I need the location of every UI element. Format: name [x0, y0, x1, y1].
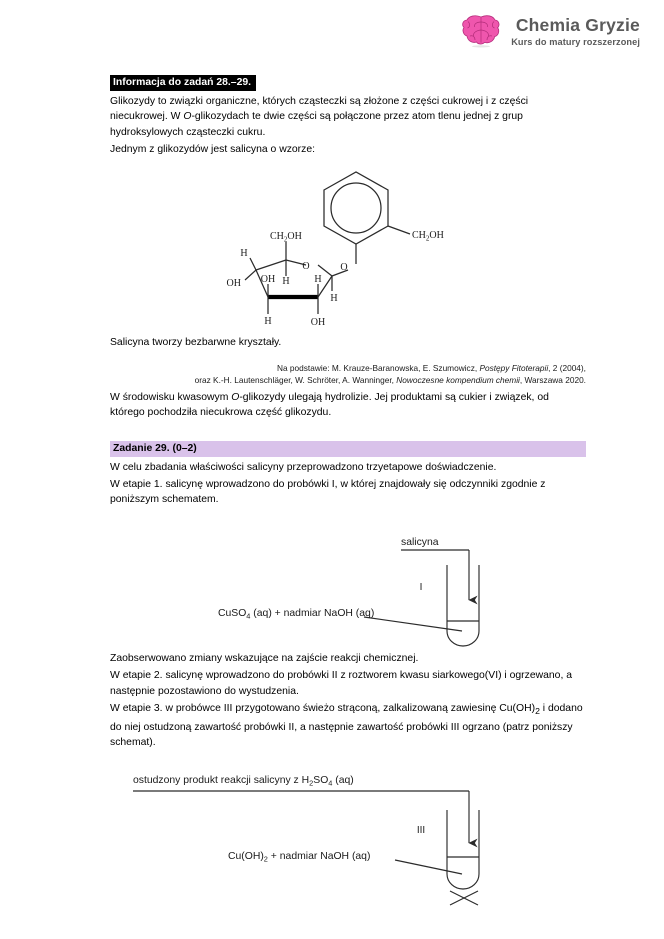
source-citation [110, 362, 586, 387]
salicin-formula-figure [110, 164, 586, 332]
brand-subtitle: Kurs do matury rozszerzonej [511, 36, 640, 47]
oh-label-c4: OH [226, 277, 241, 289]
o-glycoside-italic: O [183, 111, 192, 123]
stage-3-subscript: 2 [535, 706, 540, 717]
experiment-1-reagent-label: CuSO$_4$ (aq) + nadmiar NaOH (aq) [218, 607, 375, 621]
brand-title: Chemia Gryzie [515, 14, 640, 35]
experiment-2-top-label: ostudzony produkt reakcji salicyny z $H_2SO_4$ (aq) [133, 775, 354, 788]
oh-label-c2: OH [310, 316, 326, 328]
info-paragraph-2: Jednym z glikozydów jest salicyna o wzorze: [110, 144, 316, 156]
salicin-structure-svg [110, 164, 586, 332]
document-content [110, 0, 586, 914]
info-section-header: Informacja do zadań 28.–29. [110, 75, 256, 91]
stage-3-part-a: W etapie 3. w probówce III przygotowano świeżo strąconą, zalkalizowaną zawiesinę Cu(OH) [110, 703, 536, 715]
citation-journal-title: Postępy Fitoterapii [479, 363, 549, 374]
oh-label-c3: OH [260, 273, 276, 285]
test-tube-2-svg [110, 764, 586, 914]
stage-3-part-b: i dodano do niej ostudzoną zawartość probówki II, a następnie zawartość probówki III ogrzano (patrz poniższy schemat). [110, 703, 583, 748]
citation-book-title: Nowoczesne kompendium chemii [396, 375, 520, 386]
experiment-1-tube-roman: I [419, 581, 423, 593]
experiment-1-figure [110, 524, 586, 648]
glycosidic-oxygen-label: O [340, 261, 348, 273]
citation-line-2-b: , Warszawa 2020. [519, 375, 586, 386]
sugar-ch2oh-label: $CH_2OH$ [270, 230, 302, 244]
stage-3-paragraph [110, 701, 586, 750]
h-label-c1: H [330, 292, 338, 304]
info-paragraph-1-part-a: Glikozydy to związki organiczne, których cząsteczki są złożone z części cukrowej i z części niecukrowej. W [110, 96, 529, 123]
task-intro-1: W celu zbadania właściwości salicyny przeprowadzono trzyetapowe doświadczenie. [110, 461, 497, 473]
h-label-c3: H [264, 315, 272, 327]
citation-line-1-a: Na podstawie: M. Krauze-Baranowska, E. Szumowicz, [277, 363, 480, 374]
hydrolysis-o-italic: O [231, 391, 240, 403]
experiment-2-figure [110, 764, 586, 914]
task-intro-2: W etapie 1. salicynę wprowadzono do probówki I, w której znajdowały się odczynniki zgodnie z poniższym schematem. [110, 479, 546, 506]
hydrolysis-part-a: W środowisku kwasowym [110, 391, 232, 403]
hydrolysis-part-b: -glikozydy ulegają hydrolizie. Jej produktami są cukier i związek, od którego pochodziła niecukrowa część glikozydu. [110, 391, 549, 419]
info-paragraph-1 [110, 94, 586, 140]
experiment-2-tube-roman: III [416, 825, 426, 837]
info-paragraph-1-part-b: -glikozydach te dwie części są połączone przez atom tlenu jednej z grup hydroksylowych cząsteczki cukru. [110, 111, 523, 138]
citation-line-1-b: , 2 (2004), [548, 363, 586, 374]
ring-oxygen-label: O [302, 260, 310, 272]
h-label-c4: H [282, 275, 290, 287]
salicin-caption: Salicyna tworzy bezbarwne kryształy. [110, 336, 282, 348]
test-tube-1-svg [110, 524, 586, 648]
h-label-c5: H [240, 247, 248, 259]
ring-ch2oh-label: $CH_2OH$ [412, 229, 444, 243]
experiment-2-reagent-label: $Cu(OH)_2$ + nadmiar NaOH (aq) [228, 851, 371, 864]
observation-paragraph: Zaobserwowano zmiany wskazujące na zajście reakcji chemicznej. [110, 652, 419, 664]
hydrolysis-paragraph [110, 390, 586, 421]
stage-2-paragraph: W etapie 2. salicynę wprowadzono do probówki II z roztworem kwasu siarkowego(VI) i ogrzewano, a następnie pozostawiono do wystudzenia. [110, 670, 573, 697]
citation-line-2-a: oraz K.-H. Lautenschläger, W. Schröter, A. Wanninger, [194, 375, 397, 386]
task-header-band: Zadanie 29. (0–2) [110, 441, 586, 457]
experiment-1-top-label: salicyna [401, 536, 439, 548]
h-label-c2: H [314, 273, 322, 285]
